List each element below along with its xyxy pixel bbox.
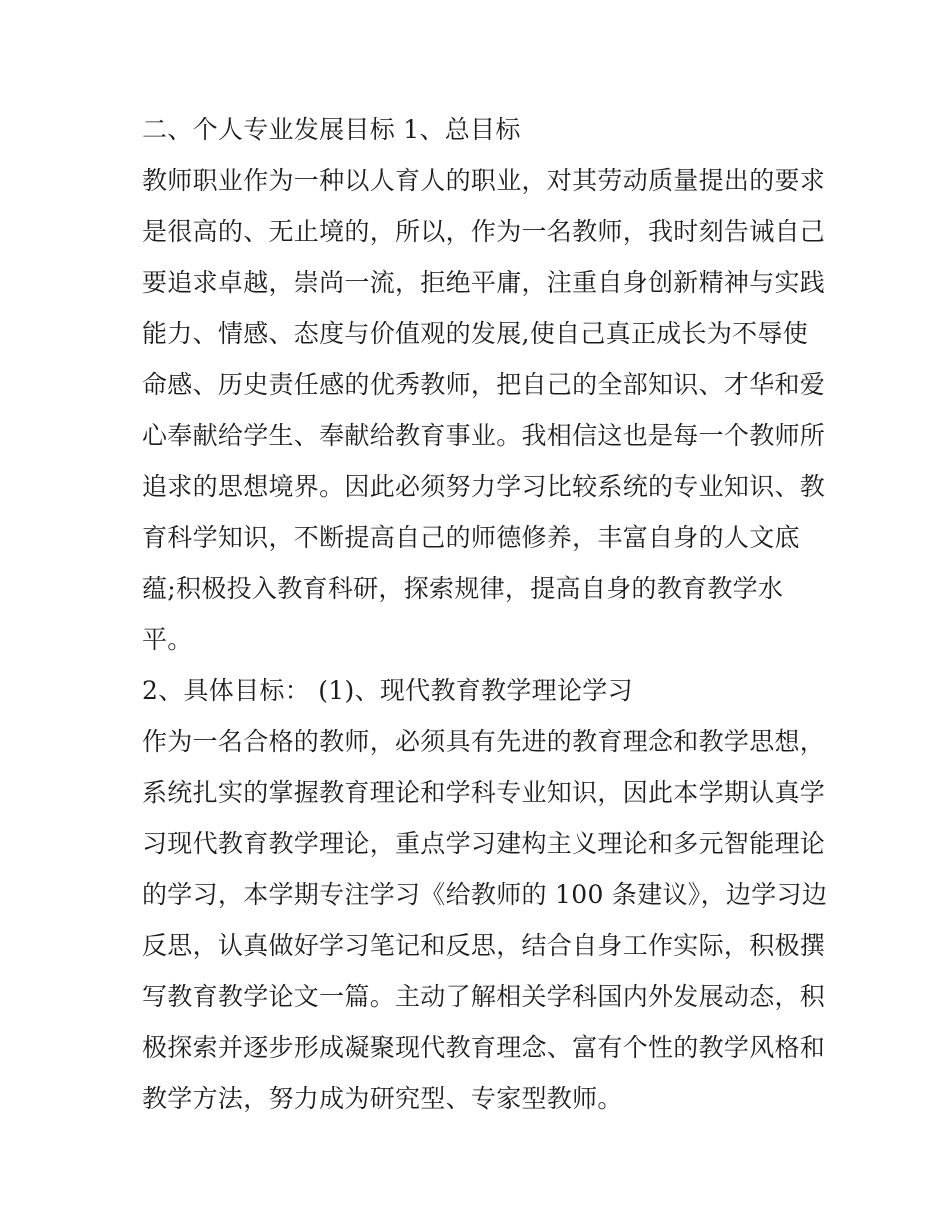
paragraph-line: 能力、情感、态度与价值观的发展,使自己真正成长为不辱使: [142, 319, 809, 348]
section-heading-personal-goals: 二、个人专业发展目标 1、总目标: [142, 115, 521, 144]
paragraph-line: 平。: [142, 625, 193, 654]
paragraph-line: 要追求卓越，崇尚一流，拒绝平庸，注重自身创新精神与实践: [142, 268, 826, 297]
paragraph-line: 心奉献给学生、奉献给教育事业。我相信这也是每一个教师所: [142, 421, 826, 450]
paragraph-line: 追求的思想境界。因此必须努力学习比较系统的专业知识、教: [142, 472, 826, 501]
paragraph-line: 教师职业作为一种以人育人的职业，对其劳动质量提出的要求: [142, 166, 826, 195]
paragraph-line: 写教育教学论文一篇。主动了解相关学科国内外发展动态，积: [142, 982, 826, 1011]
paragraph-line: 是很高的、无止境的，所以，作为一名教师，我时刻告诫自己: [142, 217, 826, 246]
paragraph-line: 反思，认真做好学习笔记和反思，结合自身工作实际，积极撰: [142, 931, 826, 960]
paragraph-line: 蕴;积极投入教育科研，探索规律，提高自身的教育教学水: [142, 574, 784, 603]
paragraph-line: 极探索并逐步形成凝聚现代教育理念、富有个性的教学风格和: [142, 1033, 826, 1062]
section-heading-specific-goals: 2、具体目标： (1)、现代教育教学理论学习: [142, 676, 633, 705]
paragraph-line: 教学方法，努力成为研究型、专家型教师。: [142, 1084, 623, 1113]
paragraph-line: 作为一名合格的教师，必须具有先进的教育理念和教学思想，: [142, 727, 826, 756]
paragraph-line: 育科学知识，不断提高自己的师德修养，丰富自身的人文底: [142, 523, 800, 552]
paragraph-line: 命感、历史责任感的优秀教师，把自己的全部知识、才华和爱: [142, 370, 826, 399]
paragraph-line: 的学习，本学期专注学习《给教师的 100 条建议》，边学习边: [142, 880, 828, 909]
paragraph-line: 系统扎实的掌握教育理论和学科专业知识，因此本学期认真学: [142, 778, 826, 807]
paragraph-line: 习现代教育教学理论，重点学习建构主义理论和多元智能理论: [142, 829, 826, 858]
